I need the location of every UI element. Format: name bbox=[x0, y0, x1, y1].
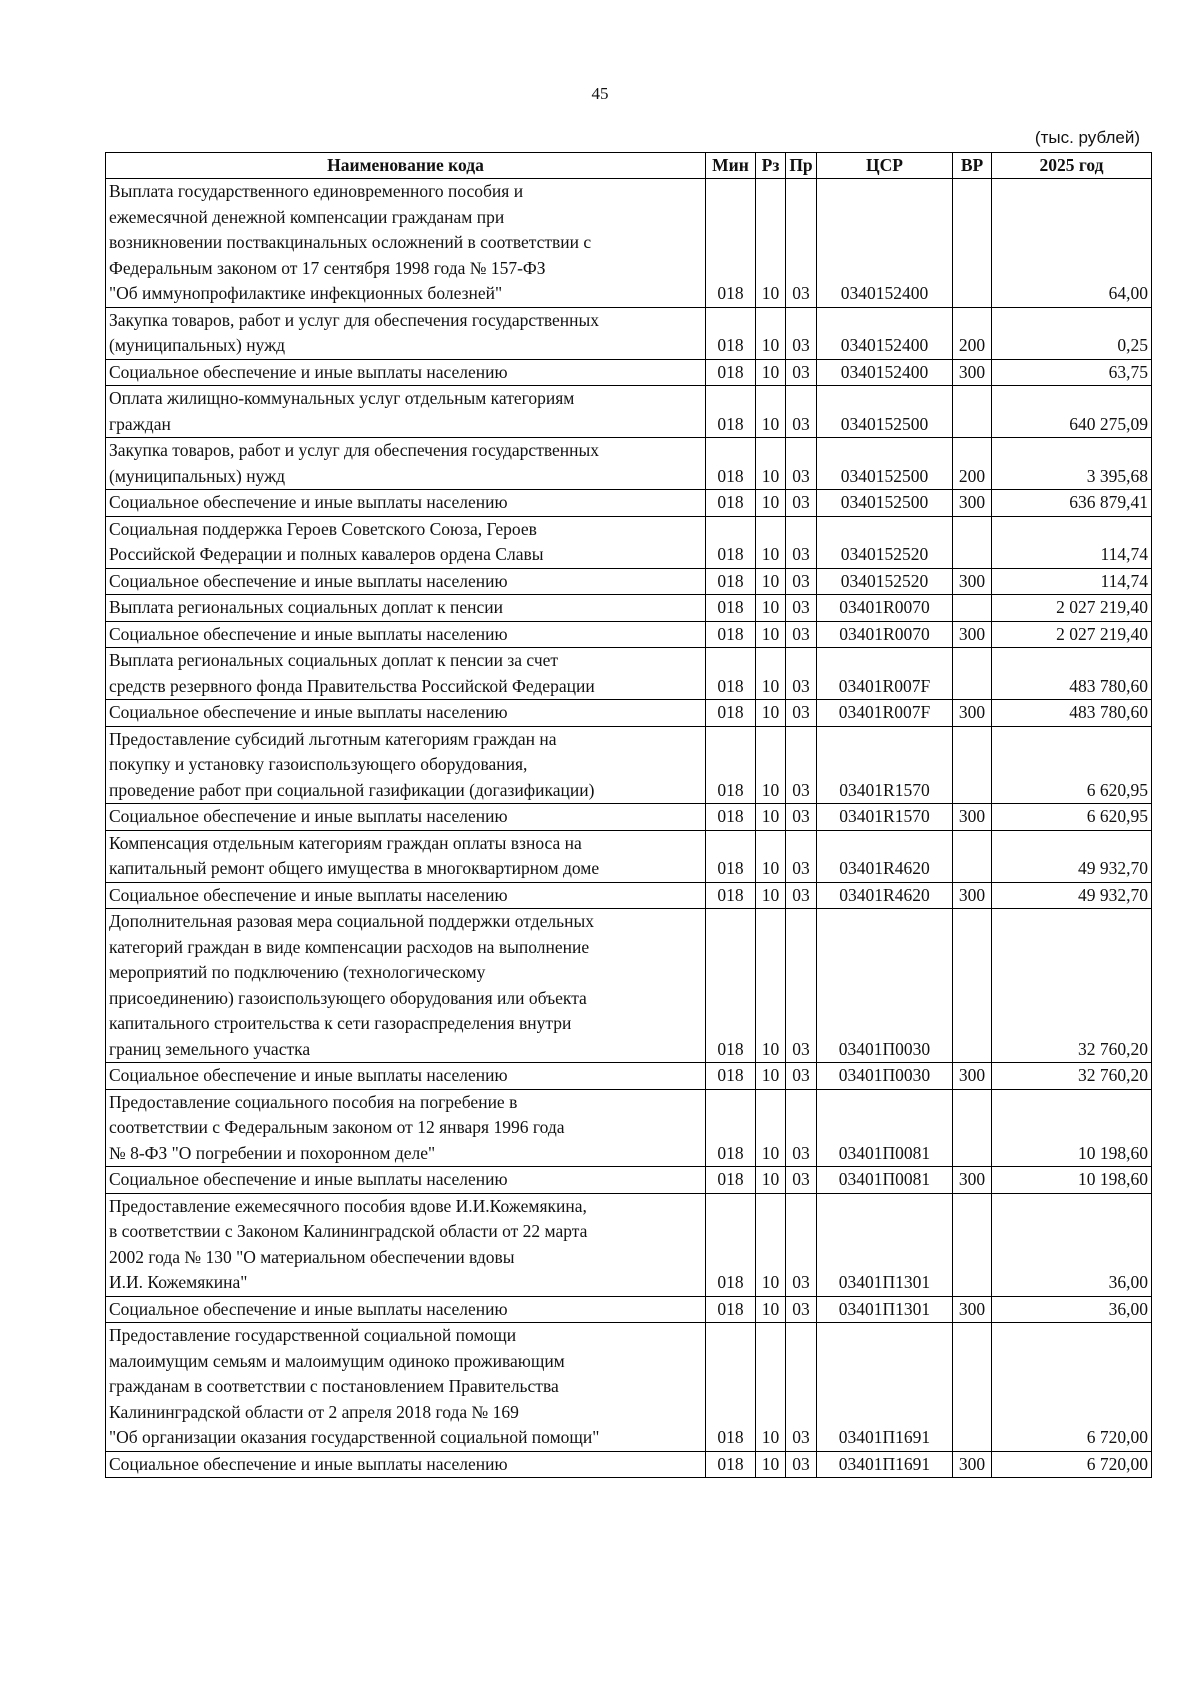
header-csr: ЦСР bbox=[817, 153, 953, 179]
table-row bbox=[106, 1167, 1152, 1194]
header-name: Наименование кода bbox=[106, 153, 706, 179]
cell-vr: 300 bbox=[953, 490, 992, 517]
table-row bbox=[106, 359, 1152, 386]
cell-vr bbox=[953, 1323, 992, 1452]
cell-rz: 10 bbox=[756, 1451, 786, 1478]
cell-vr: 300 bbox=[953, 621, 992, 648]
table-row bbox=[106, 568, 1152, 595]
table-row bbox=[106, 648, 1152, 700]
cell-pr: 03 bbox=[786, 179, 817, 308]
cell-pr: 03 bbox=[786, 700, 817, 727]
cell-vr: 300 bbox=[953, 359, 992, 386]
cell-amount: 640 275,09 bbox=[992, 386, 1152, 438]
cell-amount: 114,74 bbox=[992, 568, 1152, 595]
cell-rz: 10 bbox=[756, 359, 786, 386]
cell-vr: 300 bbox=[953, 1296, 992, 1323]
cell-amount: 63,75 bbox=[992, 359, 1152, 386]
header-pr: Пр bbox=[786, 153, 817, 179]
cell-csr: 03401П1691 bbox=[817, 1323, 953, 1452]
cell-pr: 03 bbox=[786, 595, 817, 622]
cell-min: 018 bbox=[706, 621, 756, 648]
cell-name: Социальное обеспечение и иные выплаты населению bbox=[106, 1167, 706, 1194]
cell-vr bbox=[953, 1089, 992, 1167]
cell-vr bbox=[953, 1193, 992, 1296]
cell-name: Социальное обеспечение и иные выплаты населению bbox=[106, 359, 706, 386]
cell-pr: 03 bbox=[786, 1089, 817, 1167]
cell-name: Выплата региональных социальных доплат к пенсии bbox=[106, 595, 706, 622]
cell-min: 018 bbox=[706, 1451, 756, 1478]
cell-rz: 10 bbox=[756, 700, 786, 727]
cell-pr: 03 bbox=[786, 830, 817, 882]
cell-csr: 0340152520 bbox=[817, 568, 953, 595]
cell-pr: 03 bbox=[786, 438, 817, 490]
cell-rz: 10 bbox=[756, 621, 786, 648]
cell-min: 018 bbox=[706, 1296, 756, 1323]
cell-vr: 200 bbox=[953, 438, 992, 490]
cell-name: Социальное обеспечение и иные выплаты населению bbox=[106, 490, 706, 517]
cell-rz: 10 bbox=[756, 1167, 786, 1194]
cell-amount: 49 932,70 bbox=[992, 830, 1152, 882]
cell-csr: 03401R007F bbox=[817, 648, 953, 700]
table-row bbox=[106, 621, 1152, 648]
cell-name: Социальное обеспечение и иные выплаты населению bbox=[106, 621, 706, 648]
header-vr: ВР bbox=[953, 153, 992, 179]
cell-min: 018 bbox=[706, 438, 756, 490]
cell-rz: 10 bbox=[756, 307, 786, 359]
cell-vr bbox=[953, 386, 992, 438]
cell-vr bbox=[953, 648, 992, 700]
cell-name: Дополнительная разовая мера социальной поддержки отдельных категорий граждан в виде компенсации расходов на выполнение мероприятий по подключению (технологическому присоединению) газоиспользующего оборудования или объекта капитального строительства к сети газораспределения внутри границ земельного участка bbox=[106, 909, 706, 1063]
cell-amount: 32 760,20 bbox=[992, 1063, 1152, 1090]
cell-pr: 03 bbox=[786, 386, 817, 438]
table-row bbox=[106, 438, 1152, 490]
cell-csr: 0340152500 bbox=[817, 386, 953, 438]
cell-rz: 10 bbox=[756, 1063, 786, 1090]
cell-rz: 10 bbox=[756, 568, 786, 595]
cell-amount: 6 620,95 bbox=[992, 804, 1152, 831]
cell-name: Социальное обеспечение и иные выплаты населению bbox=[106, 804, 706, 831]
cell-rz: 10 bbox=[756, 830, 786, 882]
cell-rz: 10 bbox=[756, 726, 786, 804]
cell-amount: 10 198,60 bbox=[992, 1167, 1152, 1194]
cell-csr: 03401П1301 bbox=[817, 1296, 953, 1323]
cell-csr: 03401П0030 bbox=[817, 1063, 953, 1090]
table-row bbox=[106, 909, 1152, 1063]
table-row bbox=[106, 307, 1152, 359]
cell-min: 018 bbox=[706, 1323, 756, 1452]
cell-vr: 300 bbox=[953, 882, 992, 909]
table-row bbox=[106, 490, 1152, 517]
cell-min: 018 bbox=[706, 490, 756, 517]
table-row bbox=[106, 1451, 1152, 1478]
cell-pr: 03 bbox=[786, 804, 817, 831]
cell-csr: 03401R4620 bbox=[817, 830, 953, 882]
cell-csr: 03401П0030 bbox=[817, 909, 953, 1063]
cell-vr bbox=[953, 595, 992, 622]
cell-amount: 49 932,70 bbox=[992, 882, 1152, 909]
cell-vr: 200 bbox=[953, 307, 992, 359]
cell-amount: 2 027 219,40 bbox=[992, 621, 1152, 648]
budget-table bbox=[105, 152, 1152, 1478]
cell-rz: 10 bbox=[756, 490, 786, 517]
cell-name: Закупка товаров, работ и услуг для обеспечения государственных (муниципальных) нужд bbox=[106, 307, 706, 359]
cell-pr: 03 bbox=[786, 359, 817, 386]
cell-min: 018 bbox=[706, 386, 756, 438]
cell-name: Компенсация отдельным категориям граждан оплаты взноса на капитальный ремонт общего имущества в многоквартирном доме bbox=[106, 830, 706, 882]
cell-amount: 0,25 bbox=[992, 307, 1152, 359]
cell-min: 018 bbox=[706, 909, 756, 1063]
cell-amount: 3 395,68 bbox=[992, 438, 1152, 490]
table-row bbox=[106, 386, 1152, 438]
table-row bbox=[106, 1323, 1152, 1452]
cell-pr: 03 bbox=[786, 1193, 817, 1296]
cell-name: Выплата государственного единовременного пособия и ежемесячной денежной компенсации гражданам при возникновении поствакцинальных осложнений в соответствии с Федеральным законом от 17 сентября 1998 года № 157-ФЗ "Об иммунопрофилактике инфекционных болезней" bbox=[106, 179, 706, 308]
cell-csr: 03401R0070 bbox=[817, 595, 953, 622]
cell-name: Социальное обеспечение и иные выплаты населению bbox=[106, 882, 706, 909]
cell-csr: 0340152400 bbox=[817, 307, 953, 359]
cell-min: 018 bbox=[706, 882, 756, 909]
cell-pr: 03 bbox=[786, 648, 817, 700]
cell-name: Предоставление государственной социальной помощи малоимущим семьям и малоимущим одиноко проживающим гражданам в соответствии с постановлением Правительства Калининградской области от 2 апреля 2018 года № 169 "Об организации оказания государственной социальной помощи" bbox=[106, 1323, 706, 1452]
table-row bbox=[106, 1089, 1152, 1167]
cell-pr: 03 bbox=[786, 909, 817, 1063]
cell-min: 018 bbox=[706, 1063, 756, 1090]
cell-rz: 10 bbox=[756, 386, 786, 438]
cell-csr: 0340152500 bbox=[817, 438, 953, 490]
cell-pr: 03 bbox=[786, 490, 817, 517]
cell-min: 018 bbox=[706, 568, 756, 595]
cell-name: Предоставление субсидий льготным категориям граждан на покупку и установку газоиспользующего оборудования, проведение работ при социальной газификации (догазификации) bbox=[106, 726, 706, 804]
cell-pr: 03 bbox=[786, 1296, 817, 1323]
cell-rz: 10 bbox=[756, 804, 786, 831]
header-rz: Рз bbox=[756, 153, 786, 179]
cell-csr: 03401П0081 bbox=[817, 1167, 953, 1194]
cell-rz: 10 bbox=[756, 1089, 786, 1167]
table-row bbox=[106, 516, 1152, 568]
cell-min: 018 bbox=[706, 516, 756, 568]
cell-csr: 03401R4620 bbox=[817, 882, 953, 909]
cell-name: Социальное обеспечение и иные выплаты населению bbox=[106, 1451, 706, 1478]
cell-amount: 10 198,60 bbox=[992, 1089, 1152, 1167]
cell-pr: 03 bbox=[786, 882, 817, 909]
cell-min: 018 bbox=[706, 179, 756, 308]
cell-csr: 03401П1691 bbox=[817, 1451, 953, 1478]
cell-min: 018 bbox=[706, 1089, 756, 1167]
cell-name: Предоставление ежемесячного пособия вдове И.И.Кожемякина, в соответствии с Законом Калининградской области от 22 марта 2002 года № 130 "О материальном обеспечении вдовы И.И. Кожемякина" bbox=[106, 1193, 706, 1296]
cell-name: Оплата жилищно-коммунальных услуг отдельным категориям граждан bbox=[106, 386, 706, 438]
cell-amount: 64,00 bbox=[992, 179, 1152, 308]
table-row bbox=[106, 882, 1152, 909]
cell-amount: 483 780,60 bbox=[992, 700, 1152, 727]
header-amount: 2025 год bbox=[992, 153, 1152, 179]
cell-min: 018 bbox=[706, 804, 756, 831]
cell-amount: 6 720,00 bbox=[992, 1323, 1152, 1452]
cell-name: Социальное обеспечение и иные выплаты населению bbox=[106, 568, 706, 595]
cell-min: 018 bbox=[706, 595, 756, 622]
header-min: Мин bbox=[706, 153, 756, 179]
cell-amount: 114,74 bbox=[992, 516, 1152, 568]
cell-vr: 300 bbox=[953, 700, 992, 727]
cell-amount: 36,00 bbox=[992, 1296, 1152, 1323]
cell-rz: 10 bbox=[756, 438, 786, 490]
cell-min: 018 bbox=[706, 830, 756, 882]
table-row bbox=[106, 830, 1152, 882]
cell-min: 018 bbox=[706, 700, 756, 727]
cell-vr bbox=[953, 516, 992, 568]
table-row bbox=[106, 1296, 1152, 1323]
cell-pr: 03 bbox=[786, 1451, 817, 1478]
table-header-row bbox=[106, 153, 1152, 179]
cell-min: 018 bbox=[706, 307, 756, 359]
cell-amount: 636 879,41 bbox=[992, 490, 1152, 517]
cell-name: Выплата региональных социальных доплат к пенсии за счет средств резервного фонда Правительства Российской Федерации bbox=[106, 648, 706, 700]
table-row bbox=[106, 726, 1152, 804]
cell-min: 018 bbox=[706, 359, 756, 386]
cell-csr: 03401П0081 bbox=[817, 1089, 953, 1167]
cell-rz: 10 bbox=[756, 595, 786, 622]
cell-pr: 03 bbox=[786, 726, 817, 804]
cell-pr: 03 bbox=[786, 621, 817, 648]
cell-name: Социальное обеспечение и иные выплаты населению bbox=[106, 1296, 706, 1323]
cell-csr: 03401П1301 bbox=[817, 1193, 953, 1296]
cell-rz: 10 bbox=[756, 1296, 786, 1323]
cell-vr: 300 bbox=[953, 1167, 992, 1194]
cell-vr: 300 bbox=[953, 1063, 992, 1090]
cell-name: Социальное обеспечение и иные выплаты населению bbox=[106, 700, 706, 727]
table-body bbox=[106, 179, 1152, 1478]
cell-name: Предоставление социального пособия на погребение в соответствии с Федеральным законом от 12 января 1996 года № 8-ФЗ "О погребении и похоронном деле" bbox=[106, 1089, 706, 1167]
cell-name: Закупка товаров, работ и услуг для обеспечения государственных (муниципальных) нужд bbox=[106, 438, 706, 490]
cell-csr: 0340152500 bbox=[817, 490, 953, 517]
cell-amount: 2 027 219,40 bbox=[992, 595, 1152, 622]
cell-amount: 483 780,60 bbox=[992, 648, 1152, 700]
cell-rz: 10 bbox=[756, 1193, 786, 1296]
cell-vr bbox=[953, 179, 992, 308]
cell-pr: 03 bbox=[786, 1167, 817, 1194]
cell-rz: 10 bbox=[756, 882, 786, 909]
cell-min: 018 bbox=[706, 1193, 756, 1296]
cell-min: 018 bbox=[706, 648, 756, 700]
cell-rz: 10 bbox=[756, 516, 786, 568]
cell-pr: 03 bbox=[786, 568, 817, 595]
cell-csr: 0340152520 bbox=[817, 516, 953, 568]
cell-vr: 300 bbox=[953, 568, 992, 595]
cell-vr bbox=[953, 726, 992, 804]
page-number: 45 bbox=[591, 84, 609, 103]
cell-amount: 6 620,95 bbox=[992, 726, 1152, 804]
cell-name: Социальная поддержка Героев Советского Союза, Героев Российской Федерации и полных кавалеров ордена Славы bbox=[106, 516, 706, 568]
cell-vr bbox=[953, 830, 992, 882]
cell-csr: 03401R007F bbox=[817, 700, 953, 727]
cell-vr: 300 bbox=[953, 804, 992, 831]
cell-min: 018 bbox=[706, 1167, 756, 1194]
cell-vr bbox=[953, 909, 992, 1063]
cell-csr: 03401R0070 bbox=[817, 621, 953, 648]
cell-csr: 0340152400 bbox=[817, 359, 953, 386]
cell-vr: 300 bbox=[953, 1451, 992, 1478]
cell-csr: 03401R1570 bbox=[817, 726, 953, 804]
cell-csr: 0340152400 bbox=[817, 179, 953, 308]
table-row bbox=[106, 1063, 1152, 1090]
table-row bbox=[106, 179, 1152, 308]
table-row bbox=[106, 595, 1152, 622]
cell-rz: 10 bbox=[756, 909, 786, 1063]
cell-pr: 03 bbox=[786, 307, 817, 359]
table-row bbox=[106, 700, 1152, 727]
cell-amount: 32 760,20 bbox=[992, 909, 1152, 1063]
cell-min: 018 bbox=[706, 726, 756, 804]
cell-pr: 03 bbox=[786, 516, 817, 568]
cell-rz: 10 bbox=[756, 179, 786, 308]
table-row bbox=[106, 1193, 1152, 1296]
cell-pr: 03 bbox=[786, 1323, 817, 1452]
cell-rz: 10 bbox=[756, 1323, 786, 1452]
cell-pr: 03 bbox=[786, 1063, 817, 1090]
cell-rz: 10 bbox=[756, 648, 786, 700]
cell-name: Социальное обеспечение и иные выплаты населению bbox=[106, 1063, 706, 1090]
units-label: (тыс. рублей) bbox=[1034, 128, 1140, 147]
cell-amount: 36,00 bbox=[992, 1193, 1152, 1296]
table-row bbox=[106, 804, 1152, 831]
cell-csr: 03401R1570 bbox=[817, 804, 953, 831]
cell-amount: 6 720,00 bbox=[992, 1451, 1152, 1478]
